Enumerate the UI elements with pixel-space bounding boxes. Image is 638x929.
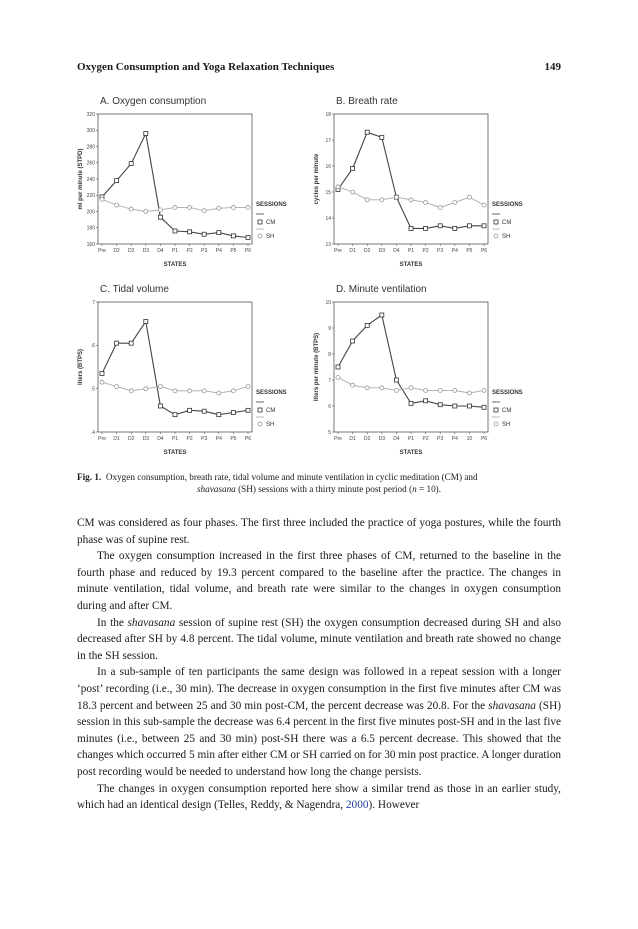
data-point-sh	[394, 388, 398, 392]
data-point-sh	[351, 190, 355, 194]
x-tick-label: P2	[186, 248, 193, 254]
data-point-sh	[424, 200, 428, 204]
caption-line-2-end: = 10).	[416, 484, 442, 494]
legend-marker-sh	[258, 234, 262, 238]
y-tick-label: .4	[90, 429, 95, 436]
data-point-sh	[246, 385, 250, 389]
y-axis-label: liters per minute (BTPS)	[314, 332, 320, 402]
data-point-cm	[173, 413, 177, 417]
p4-text-a: In a sub-sample of ten participants the same design was followed in a repeat session with a longer ‘post’ recording (i.e., 30 min). The decrease in oxygen consumption in the first five minutes after CM was 18.3 percent and between 25 and 30 min post-CM, the percent decrease was 20.8. For the	[77, 666, 561, 712]
p3-text-a: In the	[97, 616, 128, 629]
legend-marker-sh	[258, 422, 262, 426]
legend-label-sh: SH	[266, 422, 275, 428]
x-tick-label: P4	[451, 248, 458, 254]
data-point-cm	[351, 339, 355, 343]
data-point-cm	[231, 234, 235, 238]
chart-tidal-volume	[74, 280, 326, 468]
data-point-cm	[158, 215, 162, 219]
x-tick-label: D2	[127, 248, 135, 254]
data-point-cm	[188, 408, 192, 412]
data-point-sh	[482, 203, 486, 207]
plot-frame	[334, 114, 488, 244]
chart-breath-rate	[310, 92, 562, 280]
legend-marker-cm	[494, 220, 498, 224]
data-point-sh	[365, 198, 369, 202]
x-tick-label: P1	[407, 436, 415, 442]
data-point-sh	[129, 207, 133, 211]
data-point-sh	[394, 195, 398, 199]
legend-label-cm: CM	[502, 408, 512, 414]
y-tick-label: 9	[328, 325, 331, 332]
y-tick-label: 260	[86, 160, 95, 167]
x-tick-label: D2	[363, 248, 371, 254]
data-point-cm	[380, 135, 384, 139]
data-point-sh	[217, 391, 221, 395]
data-point-sh	[409, 386, 413, 390]
data-point-cm	[129, 341, 133, 345]
data-point-sh	[202, 209, 206, 213]
chart-svg	[74, 92, 326, 280]
y-tick-label: 7	[328, 377, 331, 384]
legend-title: SESSIONS	[492, 202, 523, 208]
data-point-sh	[467, 195, 471, 199]
p5-text-a: The changes in oxygen consumption reported here show a similar trend as those in an earlier study, which had an identical design (Telles, Reddy, & Nagendra,	[77, 782, 561, 812]
y-tick-label: 16	[325, 163, 331, 170]
series-line-cm	[102, 134, 248, 238]
data-point-sh	[336, 375, 340, 379]
x-tick-label: Pre	[334, 436, 342, 442]
x-tick-label: P5	[230, 436, 237, 442]
data-point-cm	[336, 365, 340, 369]
data-point-cm	[453, 226, 457, 230]
series-line-cm	[338, 315, 484, 407]
y-axis-label: cycles per minute	[314, 153, 320, 205]
data-point-cm	[394, 378, 398, 382]
x-tick-label: D4	[157, 248, 164, 254]
data-point-sh	[424, 388, 428, 392]
paragraph-4	[77, 664, 561, 780]
y-tick-label: 300	[86, 128, 95, 135]
data-point-cm	[409, 401, 413, 405]
data-point-cm	[365, 323, 369, 327]
data-point-cm	[380, 313, 384, 317]
p4-text-b: (SH) session in this sub-sample the decrease was 6.4 percent in the first five minutes post-SH and in the last five minutes (i.e., between 25 and 30 min) post-SH there was a 6.5 percent decrease. This showed that the changes which occurred 5 min after either CM or SH carried on for 30 min post practice. A longer duration post recording would be needed to understand how long the change persists.	[77, 699, 561, 778]
y-tick-label: 220	[86, 193, 95, 200]
p3-text-b: session of supine rest (SH) the oxygen consumption decreased during SH and also decreased after SH by 4.8 percent. The tidal volume, minute ventilation and breath rate showed no change in the SH session.	[77, 616, 561, 662]
chart-svg	[310, 280, 562, 468]
data-point-cm	[482, 224, 486, 228]
data-point-cm	[173, 229, 177, 233]
data-point-sh	[202, 389, 206, 393]
y-tick-label: 7	[92, 299, 95, 306]
y-tick-label: 200	[86, 209, 95, 216]
data-point-sh	[158, 208, 162, 212]
x-tick-label: P3	[201, 248, 208, 254]
legend-title: SESSIONS	[492, 390, 523, 396]
legend-marker-cm	[258, 408, 262, 412]
caption-line-1: Oxygen consumption, breath rate, tidal volume and minute ventilation in cyclic meditation (CM) and	[105, 472, 478, 482]
x-tick-label: D3	[142, 248, 150, 254]
data-point-cm	[453, 404, 457, 408]
legend-marker-cm	[494, 408, 498, 412]
y-tick-label: 14	[325, 215, 331, 222]
paragraph-3	[77, 615, 561, 665]
data-point-sh	[380, 386, 384, 390]
data-point-sh	[380, 198, 384, 202]
data-point-cm	[100, 372, 104, 376]
data-point-cm	[115, 179, 119, 183]
x-axis-label: STATES	[163, 262, 187, 268]
y-tick-label: .5	[90, 386, 95, 393]
x-tick-label: D2	[113, 248, 120, 254]
data-point-cm	[424, 226, 428, 230]
data-point-cm	[246, 408, 250, 412]
chart-title: B. Breath rate	[336, 96, 398, 107]
chart-svg	[74, 280, 326, 468]
data-point-cm	[365, 130, 369, 134]
x-tick-label: Pre	[98, 436, 106, 442]
x-tick-label: P6	[480, 436, 488, 442]
x-tick-label: Pre	[98, 248, 106, 254]
data-point-cm	[217, 231, 221, 235]
x-tick-label: D2	[127, 436, 135, 442]
x-tick-label: D1	[349, 248, 356, 254]
data-point-sh	[482, 388, 486, 392]
x-tick-label: P2	[186, 436, 193, 442]
x-tick-label: P5	[466, 248, 473, 254]
data-point-cm	[438, 403, 442, 407]
data-point-sh	[100, 197, 104, 201]
data-point-sh	[336, 185, 340, 189]
data-point-sh	[188, 389, 192, 393]
y-axis-label: ml per minute (STPD)	[78, 148, 84, 210]
legend-title: SESSIONS	[256, 202, 287, 208]
x-tick-label: P2	[422, 436, 429, 442]
x-tick-label: D2	[363, 436, 371, 442]
data-point-cm	[246, 236, 250, 240]
p5-text-b: ). However	[368, 799, 420, 812]
data-point-sh	[231, 205, 235, 209]
data-point-cm	[424, 399, 428, 403]
data-point-sh	[158, 385, 162, 389]
y-tick-label: 5	[328, 429, 331, 436]
data-point-cm	[202, 232, 206, 236]
chart-minute-ventilation	[310, 280, 562, 468]
paragraph-1: CM was considered as four phases. The first three included the practice of yoga postures, while the fourth phase was of supine rest.	[77, 517, 561, 546]
y-tick-label: 180	[86, 225, 95, 232]
data-point-cm	[467, 404, 471, 408]
x-tick-label: P3	[437, 436, 444, 442]
x-tick-label: P6	[244, 436, 252, 442]
caption-term: shavasana	[196, 484, 236, 494]
x-tick-label: P3	[437, 248, 444, 254]
x-tick-label: D4	[393, 248, 400, 254]
x-tick-label: P4	[215, 436, 222, 442]
legend-label-sh: SH	[502, 422, 511, 428]
x-tick-label: P4	[215, 248, 222, 254]
data-point-sh	[100, 380, 104, 384]
citation-link[interactable]: 2000	[345, 799, 369, 812]
data-point-cm	[144, 320, 148, 324]
data-point-cm	[115, 341, 119, 345]
series-line-sh	[338, 377, 484, 393]
data-point-sh	[173, 205, 177, 209]
data-point-sh	[144, 387, 148, 391]
x-tick-label: P6	[480, 248, 488, 254]
data-point-sh	[231, 389, 235, 393]
legend-label-sh: SH	[266, 234, 275, 240]
page-number: 149	[544, 61, 561, 73]
data-point-cm	[188, 230, 192, 234]
y-tick-label: 10	[325, 299, 331, 306]
chart-title: D. Minute ventilation	[336, 284, 427, 295]
data-point-sh	[173, 389, 177, 393]
data-point-cm	[231, 411, 235, 415]
x-tick-label: 10	[466, 436, 473, 442]
y-tick-label: 18	[325, 111, 331, 118]
x-tick-label: P1	[171, 248, 179, 254]
data-point-cm	[158, 404, 162, 408]
running-title: Oxygen Consumption and Yoga Relaxation Techniques	[77, 61, 335, 73]
x-tick-label: P4	[451, 436, 458, 442]
data-point-sh	[467, 391, 471, 395]
y-tick-label: .6	[90, 343, 95, 350]
x-tick-label: D1	[113, 436, 120, 442]
y-tick-label: 280	[86, 144, 95, 151]
x-tick-label: D3	[378, 436, 386, 442]
legend-title: SESSIONS	[256, 390, 287, 396]
y-axis-label: liters (BTPS)	[78, 348, 84, 386]
data-point-sh	[217, 206, 221, 210]
data-point-sh	[115, 385, 119, 389]
series-line-cm	[338, 132, 484, 228]
x-axis-label: STATES	[163, 450, 187, 456]
chart-svg	[310, 92, 562, 280]
x-axis-label: STATES	[399, 262, 423, 268]
plot-frame	[334, 302, 488, 432]
x-tick-label: P2	[422, 248, 429, 254]
x-tick-label: P1	[407, 248, 415, 254]
data-point-sh	[129, 389, 133, 393]
plot-frame	[98, 114, 252, 244]
legend-marker-cm	[258, 220, 262, 224]
p3-term: shavasana	[127, 616, 176, 629]
y-tick-label: 320	[86, 111, 95, 118]
data-point-sh	[115, 203, 119, 207]
x-tick-label: P1	[171, 436, 179, 442]
figure-caption	[77, 471, 561, 495]
y-tick-label: 240	[86, 176, 95, 183]
data-point-sh	[409, 198, 413, 202]
x-tick-label: D4	[393, 436, 400, 442]
data-point-sh	[351, 383, 355, 387]
x-tick-label: Pre	[334, 248, 342, 254]
x-tick-label: D3	[142, 436, 150, 442]
x-tick-label: P6	[244, 248, 252, 254]
x-tick-label: D3	[378, 248, 386, 254]
data-point-sh	[144, 210, 148, 214]
figure-label: Fig. 1.	[77, 472, 102, 482]
x-tick-label: P5	[230, 248, 237, 254]
data-point-sh	[453, 200, 457, 204]
data-point-cm	[467, 224, 471, 228]
data-point-cm	[144, 132, 148, 136]
series-line-cm	[102, 322, 248, 415]
y-tick-label: 13	[325, 241, 331, 248]
y-tick-label: 8	[328, 351, 331, 358]
data-point-cm	[351, 167, 355, 171]
data-point-sh	[438, 206, 442, 210]
body-text	[77, 515, 561, 814]
data-point-cm	[217, 413, 221, 417]
data-point-sh	[438, 388, 442, 392]
legend-label-cm: CM	[266, 220, 276, 226]
x-tick-label: D1	[349, 436, 356, 442]
x-tick-label: D4	[157, 436, 164, 442]
data-point-cm	[129, 162, 133, 166]
legend-label-cm: CM	[502, 220, 512, 226]
legend-label-cm: CM	[266, 408, 276, 414]
x-axis-label: STATES	[399, 450, 423, 456]
chart-title: C. Tidal volume	[100, 284, 169, 295]
data-point-cm	[482, 405, 486, 409]
y-tick-label: 6	[328, 403, 331, 410]
data-point-sh	[246, 205, 250, 209]
chart-title: A. Oxygen consumption	[100, 96, 207, 107]
data-point-sh	[365, 386, 369, 390]
data-point-cm	[202, 409, 206, 413]
y-tick-label: 160	[86, 241, 95, 248]
paragraph-5	[77, 781, 561, 814]
caption-n: n	[412, 484, 417, 494]
y-tick-label: 17	[325, 137, 331, 144]
data-point-cm	[409, 226, 413, 230]
paragraph-2: The oxygen consumption increased in the first three phases of CM, returned to the baseline in the fourth phase and reduced by 19.3 percent compared to the baseline after the practice. The changes in minute ventilation, tidal volume, and breath rate were similar to the changes in oxygen consumption during and after CM.	[77, 550, 561, 612]
running-header	[77, 61, 561, 77]
data-point-sh	[453, 388, 457, 392]
y-tick-label: 15	[325, 189, 331, 196]
p4-term: shavasana	[488, 699, 536, 712]
chart-oxygen-consumption	[74, 92, 326, 280]
x-tick-label: P3	[201, 436, 208, 442]
data-point-sh	[188, 205, 192, 209]
data-point-cm	[438, 224, 442, 228]
legend-marker-sh	[494, 234, 498, 238]
series-line-sh	[338, 187, 484, 208]
caption-line-2: (SH) sessions with a thirty minute post period (	[235, 484, 413, 494]
legend-marker-sh	[494, 422, 498, 426]
legend-label-sh: SH	[502, 234, 511, 240]
